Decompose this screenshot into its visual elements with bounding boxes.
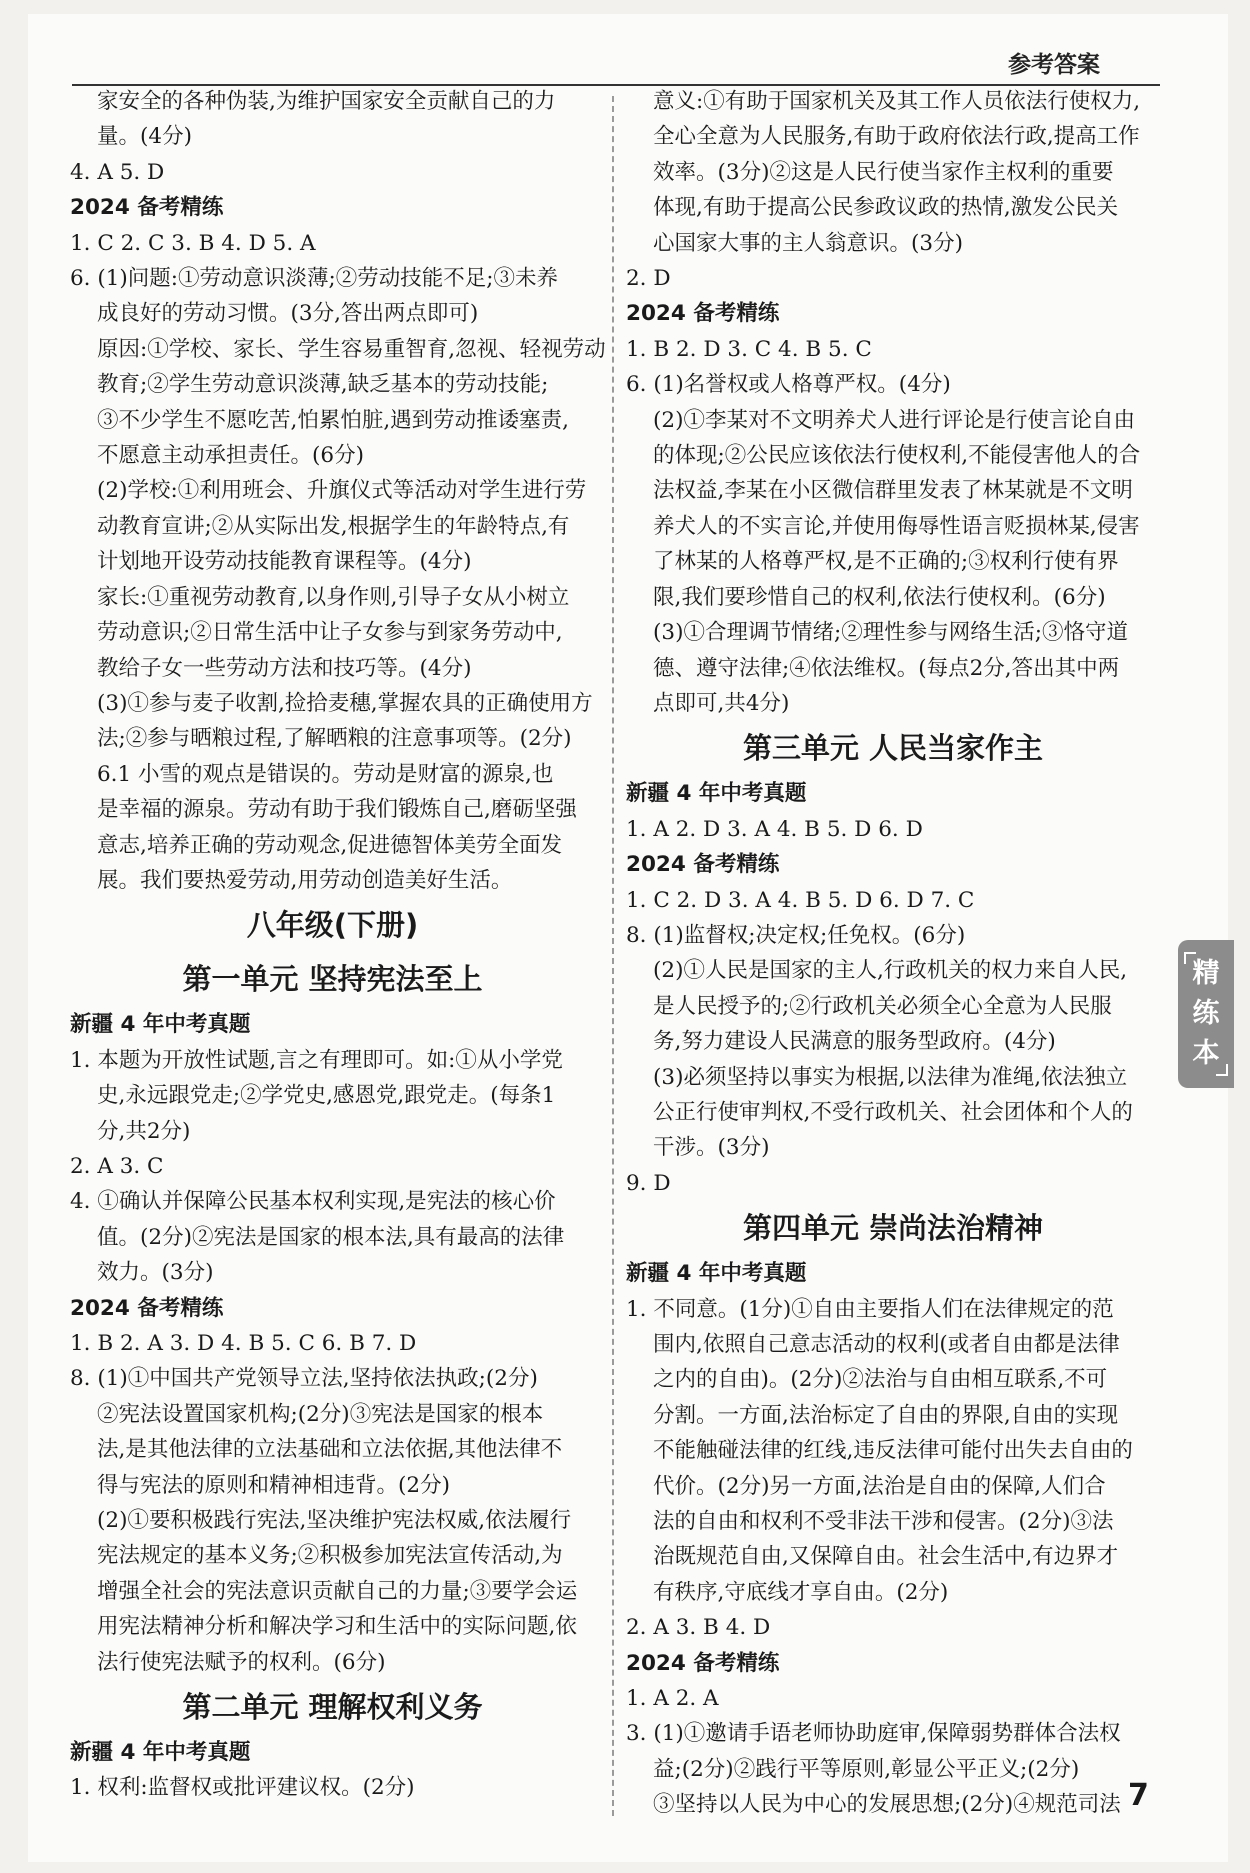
text-line: 1. 本题为开放性试题,言之有理即可。如:①从小学党 — [70, 1047, 563, 1073]
text-line: 限,我们要珍惜自己的权利,依法行使权利。(6分) — [653, 584, 1106, 610]
text-line: 益;(2分)②践行平等原则,彰显公平正义;(2分) — [653, 1756, 1080, 1782]
text-line: 全心全意为人民服务,有助于政府依法行政,提高工作 — [653, 124, 1140, 150]
text-line: 分割。一方面,法治标定了自由的界限,自由的实现 — [653, 1402, 1119, 1428]
text-line: 体现,有助于提高公民参政议政的热情,激发公民关 — [653, 195, 1119, 221]
text-line: (3)①参与麦子收割,捡拾麦穗,掌握农具的正确使用方 — [97, 690, 593, 716]
text-line: 干涉。(3分) — [653, 1135, 770, 1161]
text-line: 法;②参与晒粮过程,了解晒粮的注意事项等。(2分) — [97, 726, 572, 752]
text-line: 之内的自由)。(2分)②法治与自由相互联系,不可 — [653, 1367, 1108, 1393]
left-column — [70, 84, 606, 1806]
text-line: 务,努力建设人民满意的服务型政府。(4分) — [653, 1029, 1056, 1055]
answer-line: 1. B 2. A 3. D 4. B 5. C 6. B 7. D — [70, 1331, 417, 1356]
text-line: 量。(4分) — [97, 124, 192, 150]
text-line: 养犬人的不实言论,并使用侮辱性语言贬损林某,侵害 — [653, 513, 1140, 539]
header-title: 参考答案 — [1008, 52, 1100, 78]
text-line: 意志,培养正确的劳动观念,促进德智体美劳全面发 — [97, 832, 563, 858]
side-tab — [1178, 940, 1234, 1088]
text-line: 8. (1)①中国共产党领导立法,坚持依法执政;(2分) — [70, 1366, 538, 1392]
text-line: 增强全社会的宪法意识贡献自己的力量;③要学会运 — [97, 1578, 578, 1604]
text-line: (2)①要积极践行宪法,坚决维护宪法权威,依法履行 — [97, 1508, 572, 1534]
text-line: 家安全的各种伪装,为维护国家安全贡献自己的力 — [97, 89, 556, 114]
text-line: 得与宪法的原则和精神相违背。(2分) — [97, 1472, 450, 1498]
tab-corner-mark — [1216, 1064, 1228, 1076]
text-line: 用宪法精神分析和解决学习和生活中的实际问题,依 — [97, 1614, 577, 1640]
text-line: 德、遵守法律;④依法维权。(每点2分,答出其中两 — [653, 655, 1120, 681]
answer-line: 4. A 5. D — [70, 159, 165, 185]
text-line: 是人民授予的;②行政机关必须全心全意为人民服 — [653, 993, 1112, 1019]
page-number: 7 — [1128, 1778, 1149, 1813]
text-line: 效力。(3分) — [97, 1260, 214, 1286]
text-line: ③坚持以人民为中心的发展思想;(2分)④规范司法 — [653, 1792, 1121, 1818]
unit-title: 第二单元 理解权利义务 — [182, 1690, 483, 1725]
answer-line: 1. C 2. C 3. B 4. D 5. A — [70, 230, 316, 256]
unit-title: 第一单元 坚持宪法至上 — [182, 962, 483, 997]
text-line: 效率。(3分)②这是人民行使当家作主权利的重要 — [653, 159, 1114, 185]
text-line: (3)必须坚持以事实为根据,以法律为准绳,依法独立 — [653, 1064, 1128, 1090]
text-line: 法行使宪法赋予的权利。(6分) — [97, 1649, 386, 1675]
text-line: 8. (1)监督权;决定权;任免权。(6分) — [626, 922, 966, 948]
text-line: 了林某的人格尊严权,是不正确的;③权利行使有界 — [653, 549, 1119, 575]
answer-line: 1. A 2. A — [626, 1686, 719, 1712]
text-line: 法,是其他法律的立法基础和立法依据,其他法律不 — [97, 1437, 563, 1463]
text-line: 不愿意主动承担责任。(6分) — [97, 443, 364, 469]
text-line: 1. 不同意。(1分)①自由主要指人们在法律规定的范 — [626, 1296, 1114, 1322]
text-line: 家长:①重视劳动教育,以身作则,引导子女从小树立 — [97, 584, 570, 610]
text-line: 围内,依照自己意志活动的权利(或者自由都是法律 — [653, 1332, 1120, 1357]
unit-title: 第三单元 人民当家作主 — [742, 731, 1044, 766]
text-line: 宪法规定的基本义务;②积极参加宪法宣传活动,为 — [97, 1543, 563, 1569]
text-line: (2)学校:①利用班会、升旗仪式等活动对学生进行劳 — [97, 478, 587, 504]
section-heading: 2024 备考精练 — [70, 1295, 224, 1321]
text-line: 动教育宣讲;②从实际出发,根据学生的年龄特点,有 — [97, 513, 570, 539]
text-line: 计划地开设劳动技能教育课程等。(4分) — [97, 549, 472, 575]
text-line: 6.1 小雪的观点是错误的。劳动是财富的源泉,也 — [97, 761, 554, 787]
text-line: 3. (1)①邀请手语老师协助庭审,保障弱势群体合法权 — [626, 1721, 1121, 1747]
text-line: 是幸福的源泉。劳动有助于我们锻炼自己,磨砺坚强 — [97, 797, 577, 823]
text-line: 意义:①有助于国家机关及其工作人员依法行使权力, — [653, 89, 1141, 114]
section-heading: 新疆 4 年中考真题 — [70, 1012, 251, 1038]
answer-line: 1. A 2. D 3. A 4. B 5. D 6. D — [626, 816, 923, 842]
text-line: (2)①李某对不文明养犬人进行评论是行使言论自由 — [653, 407, 1135, 433]
section-heading: 新疆 4 年中考真题 — [70, 1740, 251, 1766]
text-line: 教育;②学生劳动意识淡薄,缺乏基本的劳动技能; — [97, 372, 549, 398]
text-line: 心国家大事的主人翁意识。(3分) — [653, 230, 963, 256]
text-line: 劳动意识;②日常生活中让子女参与到家务劳动中, — [97, 620, 563, 646]
side-tab-char: 本 — [1192, 1038, 1220, 1069]
right-column — [626, 84, 1160, 1823]
answer-line: 2. D — [626, 266, 671, 292]
text-line: 史,永远跟党走;②学党史,感恩党,跟党走。(每条1 — [97, 1083, 556, 1109]
text-line: 有秩序,守底线才享自由。(2分) — [653, 1579, 949, 1605]
text-line: 治既规范自由,又保障自由。社会生活中,有边界才 — [653, 1544, 1119, 1570]
text-line: 原因:①学校、家长、学生容易重智育,忽视、轻视劳动 — [97, 336, 606, 362]
text-line: 教给子女一些劳动方法和技巧等。(4分) — [97, 655, 472, 681]
answer-line: 9. D — [626, 1170, 671, 1196]
text-line: 分,共2分) — [97, 1118, 191, 1144]
text-line: 法的自由和权利不受非法干涉和侵害。(2分)③法 — [653, 1509, 1114, 1535]
text-line: ②宪法设置国家机构;(2分)③宪法是国家的根本 — [97, 1401, 544, 1427]
answer-line: 1. B 2. D 3. C 4. B 5. C — [626, 336, 872, 362]
column-divider — [612, 96, 614, 1816]
answer-line: 2. A 3. C — [70, 1153, 164, 1179]
text-line: 1. 权利:监督权或批评建议权。(2分) — [70, 1775, 415, 1801]
text-line: 值。(2分)②宪法是国家的根本法,具有最高的法律 — [97, 1224, 565, 1250]
text-line: 法权益,李某在小区微信群里发表了林某就是不文明 — [653, 478, 1133, 504]
section-heading: 2024 备考精练 — [626, 852, 780, 878]
side-tab-char: 精 — [1192, 958, 1220, 989]
text-line: 6. (1)名誉权或人格尊严权。(4分) — [626, 372, 951, 398]
grade-title: 八年级(下册) — [246, 908, 419, 943]
text-line: 代价。(2分)另一方面,法治是自由的保障,人们合 — [653, 1473, 1106, 1499]
section-heading: 2024 备考精练 — [70, 195, 224, 221]
text-line: (3)①合理调节情绪;②理性参与网络生活;③恪守道 — [653, 620, 1128, 646]
text-line: 点即可,共4分) — [653, 690, 790, 716]
unit-title: 第四单元 崇尚法治精神 — [742, 1211, 1044, 1246]
text-line: 不能触碰法律的红线,违反法律可能付出失去自由的 — [653, 1438, 1133, 1464]
section-heading: 新疆 4 年中考真题 — [626, 781, 807, 807]
text-line: 4. ①确认并保障公民基本权利实现,是宪法的核心价 — [70, 1189, 556, 1215]
section-heading: 2024 备考精练 — [626, 1650, 780, 1676]
text-line: 展。我们要热爱劳动,用劳动创造美好生活。 — [97, 867, 513, 893]
answer-line: 2. A 3. B 4. D — [626, 1615, 771, 1641]
text-line: 的体现;②公民应该依法行使权利,不能侵害他人的合 — [653, 443, 1141, 469]
text-line: 6. (1)问题:①劳动意识淡薄;②劳动技能不足;③未养 — [70, 266, 559, 292]
tab-corner-mark — [1184, 952, 1196, 964]
text-line: 公正行使审判权,不受行政机关、社会团体和个人的 — [653, 1099, 1133, 1125]
answer-line: 1. C 2. D 3. A 4. B 5. D 6. D 7. C — [626, 887, 975, 913]
text-line: (2)①人民是国家的主人,行政机关的权力来自人民, — [653, 958, 1128, 984]
section-heading: 新疆 4 年中考真题 — [626, 1261, 807, 1287]
text-line: 成良好的劳动习惯。(3分,答出两点即可) — [97, 301, 479, 327]
side-tab-char: 练 — [1192, 998, 1220, 1029]
text-line: ③不少学生不愿吃苦,怕累怕脏,遇到劳动推诿塞责, — [97, 407, 570, 433]
section-heading: 2024 备考精练 — [626, 301, 780, 327]
